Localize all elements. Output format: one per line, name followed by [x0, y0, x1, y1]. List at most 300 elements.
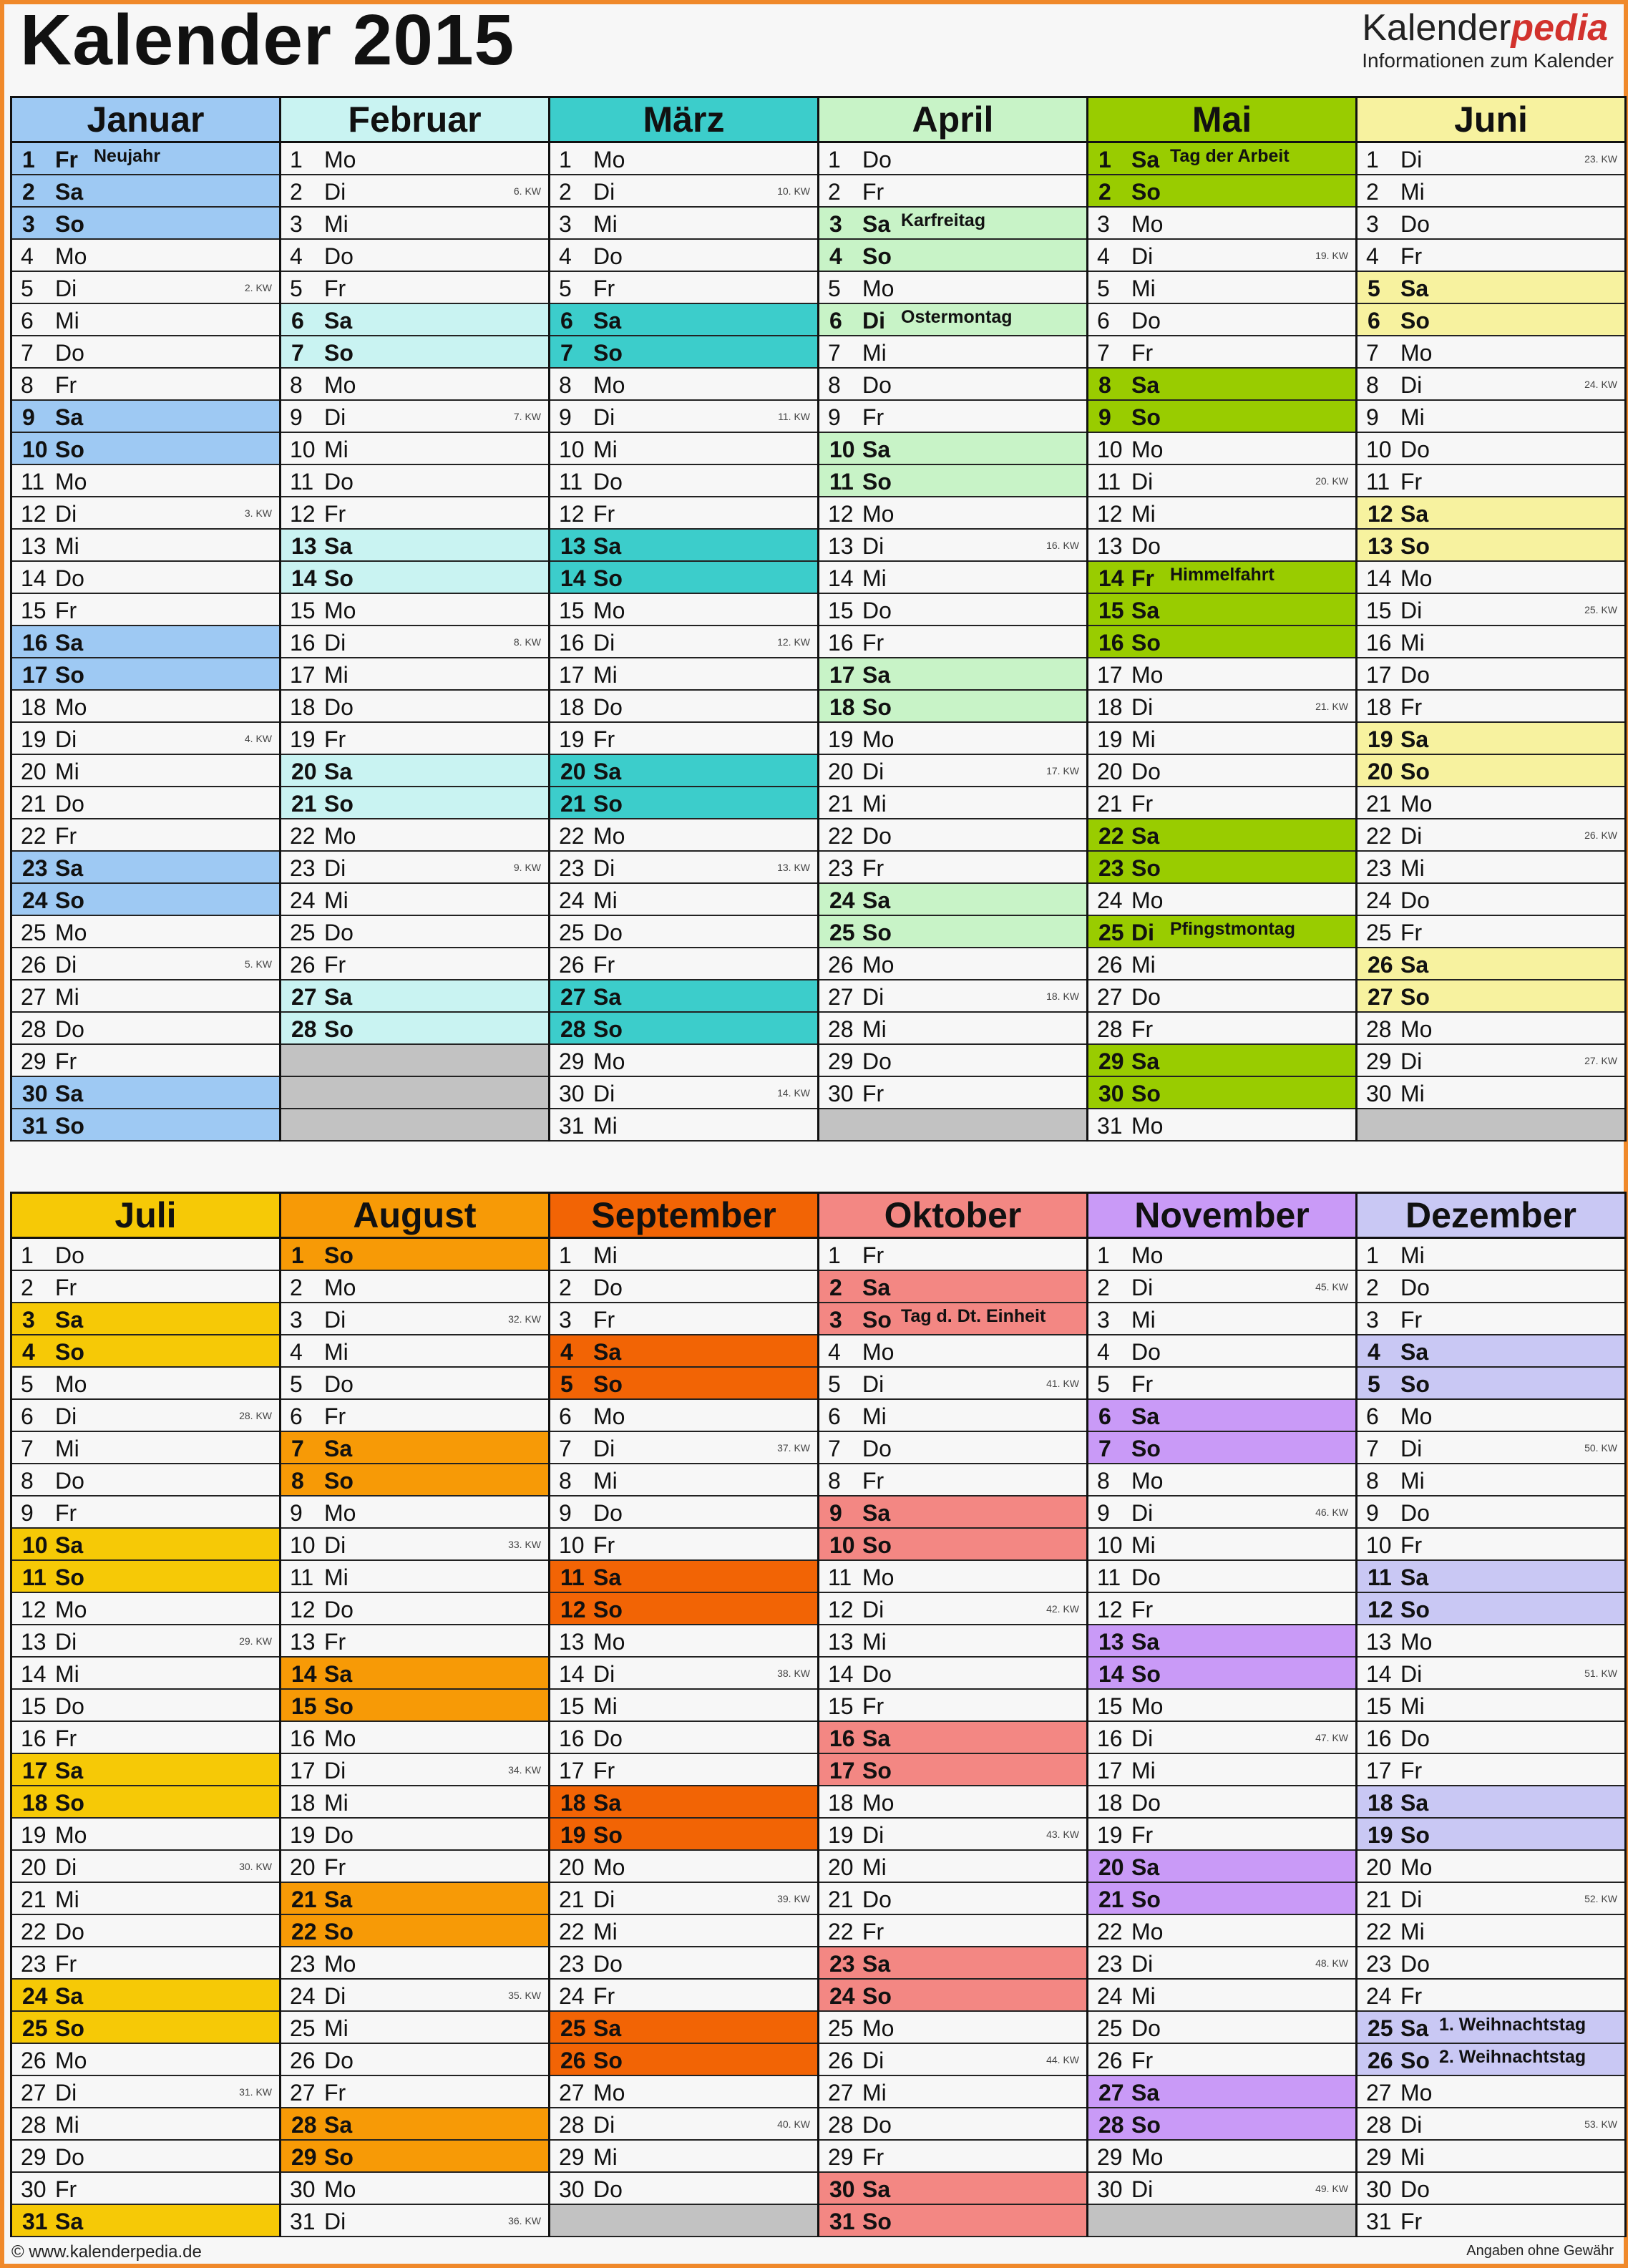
day-number: 11: [1097, 1564, 1121, 1590]
day-number: 21: [828, 791, 854, 817]
day-number: 22: [290, 823, 316, 849]
day-number: 13: [21, 533, 47, 559]
day-number: 12: [1368, 1597, 1393, 1622]
day-number: 23: [828, 855, 854, 881]
day-row: [1088, 1335, 1355, 1368]
day-number: 11: [21, 469, 45, 495]
weekday-label: Fr: [593, 952, 615, 978]
holiday-label: Pfingstmontag: [1170, 919, 1295, 939]
day-row: [550, 1464, 817, 1496]
weekday-label: Fr: [862, 1468, 884, 1494]
weekday-label: Mo: [1400, 565, 1433, 591]
day-number: 29: [21, 1048, 47, 1074]
weekday-label: Fr: [324, 2080, 346, 2106]
day-number: 15: [559, 598, 585, 623]
day-row: [550, 787, 817, 819]
day-number: 22: [291, 1919, 317, 1945]
day-number: 21: [560, 791, 586, 817]
calendar-week-label: 9. KW: [513, 862, 541, 873]
weekday-label: Mo: [1131, 437, 1164, 462]
weekday-label: Mo: [55, 694, 87, 720]
day-number: 12: [1097, 501, 1123, 527]
day-number: 3: [829, 211, 842, 237]
calendar-week-label: 37. KW: [777, 1442, 810, 1454]
day-number: 31: [1366, 2209, 1392, 2234]
day-number: 28: [291, 2112, 317, 2138]
weekday-label: Mi: [593, 887, 618, 913]
day-row: [281, 1400, 548, 1432]
day-row: [1358, 1658, 1624, 1690]
day-row: [819, 916, 1086, 948]
day-number: 8: [1366, 1468, 1379, 1494]
day-row: [550, 626, 817, 658]
weekday-label: Mi: [1400, 1081, 1425, 1106]
day-number: 29: [828, 1048, 854, 1074]
day-row: [281, 2141, 548, 2173]
weekday-label: So: [324, 791, 354, 817]
day-row: [12, 1496, 279, 1529]
day-number: 30: [22, 1081, 48, 1106]
weekday-label: Di: [593, 179, 615, 205]
day-number: 18: [1366, 694, 1392, 720]
weekday-label: Do: [1131, 2015, 1161, 2041]
day-number: 1: [291, 1242, 304, 1268]
day-row: [1358, 1077, 1624, 1109]
day-number: 15: [828, 1693, 854, 1719]
day-row: [12, 2205, 279, 2237]
day-row: [550, 1335, 817, 1368]
weekday-label: Do: [593, 1500, 623, 1526]
day-number: 18: [21, 694, 47, 720]
weekday-label: Sa: [55, 179, 84, 205]
month-column: [1088, 98, 1358, 1142]
weekday-label: Mo: [593, 1048, 625, 1074]
weekday-label: So: [1400, 533, 1430, 559]
weekday-label: Mi: [593, 1468, 618, 1494]
weekday-label: Di: [862, 1371, 884, 1397]
weekday-label: Mi: [1131, 276, 1156, 301]
weekday-label: Sa: [55, 404, 84, 430]
day-row: [1358, 1883, 1624, 1915]
weekday-label: Do: [862, 598, 892, 623]
day-number: 13: [828, 1629, 854, 1655]
day-number: 6: [828, 1403, 841, 1429]
day-number: 13: [1368, 533, 1393, 559]
weekday-label: Mi: [324, 1564, 348, 1590]
weekday-label: Fr: [1131, 565, 1154, 591]
weekday-label: Fr: [1400, 1983, 1423, 2009]
day-row: [550, 916, 817, 948]
weekday-label: Mo: [55, 1371, 87, 1397]
weekday-label: Do: [324, 243, 354, 269]
day-number: 11: [1366, 469, 1390, 495]
day-row: [550, 1529, 817, 1561]
weekday-label: Fr: [55, 1951, 77, 1977]
calendar-week-label: 30. KW: [239, 1861, 272, 1872]
weekday-label: Mo: [55, 1597, 87, 1622]
day-row: [281, 369, 548, 401]
day-row: [819, 2205, 1086, 2237]
day-row: [281, 272, 548, 304]
day-number: 24: [1097, 887, 1123, 913]
day-number: 30: [1098, 1081, 1124, 1106]
day-number: 5: [560, 1371, 573, 1397]
weekday-label: Mo: [324, 1726, 356, 1751]
day-row: [1088, 1658, 1355, 1690]
day-row: [819, 369, 1086, 401]
day-row: [819, 143, 1086, 175]
day-number: 27: [560, 984, 586, 1010]
day-row: [819, 401, 1086, 433]
day-number: 18: [22, 1790, 48, 1816]
day-number: 1: [1097, 1242, 1110, 1268]
day-row: [281, 530, 548, 562]
day-row: [550, 755, 817, 787]
day-row: [1088, 1432, 1355, 1464]
calendar-week-label: 50. KW: [1584, 1442, 1617, 1454]
day-row: [819, 1947, 1086, 1980]
weekday-label: So: [1131, 1081, 1161, 1106]
empty-day-cell: [550, 2205, 817, 2237]
day-row: [550, 497, 817, 530]
day-number: 11: [290, 469, 314, 495]
weekday-label: Mi: [1400, 855, 1425, 881]
weekday-label: Fr: [862, 1693, 884, 1719]
weekday-label: Sa: [862, 211, 891, 237]
weekday-label: Sa: [862, 887, 891, 913]
day-number: 23: [1366, 1951, 1392, 1977]
day-number: 28: [1097, 1016, 1123, 1042]
weekday-label: So: [324, 2144, 354, 2170]
calendar-week-label: 6. KW: [513, 185, 541, 197]
weekday-label: Do: [862, 2112, 892, 2138]
day-number: 18: [1097, 1790, 1123, 1816]
day-number: 4: [290, 1339, 303, 1365]
weekday-label: Mo: [55, 469, 87, 495]
weekday-label: So: [862, 1532, 892, 1558]
day-number: 26: [559, 952, 585, 978]
day-number: 30: [1097, 2176, 1123, 2202]
day-number: 19: [559, 726, 585, 752]
day-row: [12, 1464, 279, 1496]
day-row: [550, 143, 817, 175]
weekday-label: Di: [1400, 823, 1423, 849]
day-number: 6: [560, 308, 573, 334]
weekday-label: So: [324, 340, 354, 366]
weekday-label: Sa: [55, 1758, 84, 1783]
weekday-label: Sa: [55, 855, 84, 881]
weekday-label: Fr: [55, 147, 78, 172]
day-number: 1: [828, 147, 841, 172]
weekday-label: Mo: [1131, 1242, 1164, 1268]
day-number: 19: [1368, 726, 1393, 752]
day-number: 17: [22, 662, 48, 688]
calendar-week-label: 2. KW: [244, 282, 272, 293]
month-column: [819, 98, 1088, 1142]
day-row: [1358, 1529, 1624, 1561]
day-number: 29: [559, 1048, 585, 1074]
weekday-label: Mi: [1131, 1758, 1156, 1783]
day-row: [281, 497, 548, 530]
calendar-week-label: 4. KW: [244, 733, 272, 744]
day-row: [550, 980, 817, 1013]
day-number: 13: [559, 1629, 585, 1655]
day-number: 8: [1098, 372, 1111, 398]
calendar-week-label: 49. KW: [1315, 2183, 1348, 2194]
day-row: [12, 1786, 279, 1819]
day-number: 17: [559, 1758, 585, 1783]
day-number: 6: [291, 308, 304, 334]
weekday-label: Mi: [593, 1693, 618, 1719]
weekday-label: So: [862, 920, 892, 945]
day-number: 21: [559, 1887, 585, 1912]
day-number: 14: [1098, 565, 1124, 591]
weekday-label: Do: [593, 243, 623, 269]
day-row: [1088, 884, 1355, 916]
day-row: [281, 1529, 548, 1561]
day-number: 8: [559, 1468, 572, 1494]
day-row: [819, 272, 1086, 304]
day-number: 20: [828, 759, 854, 784]
calendar-week-label: 11. KW: [778, 411, 810, 422]
day-number: 25: [1368, 2015, 1393, 2041]
weekday-label: Mo: [1400, 1403, 1433, 1429]
weekday-label: Mo: [55, 920, 87, 945]
day-number: 20: [291, 759, 317, 784]
day-row: [1088, 819, 1355, 852]
weekday-label: Do: [324, 2048, 354, 2073]
weekday-label: Mi: [1131, 1307, 1156, 1333]
weekday-label: So: [593, 1016, 623, 1042]
day-row: [281, 594, 548, 626]
day-number: 17: [1097, 662, 1123, 688]
weekday-label: So: [1131, 1436, 1161, 1461]
day-row: [819, 658, 1086, 691]
month-column: [550, 1194, 819, 2237]
day-number: 8: [21, 372, 34, 398]
day-row: [1358, 272, 1624, 304]
day-number: 10: [559, 437, 585, 462]
day-row: [12, 723, 279, 755]
day-number: 27: [21, 984, 47, 1010]
weekday-label: Fr: [324, 952, 346, 978]
day-row: [12, 240, 279, 272]
calendar-week-label: 21. KW: [1315, 701, 1348, 712]
weekday-label: Mi: [55, 1887, 79, 1912]
weekday-label: So: [593, 1822, 623, 1848]
day-row: [12, 369, 279, 401]
day-number: 16: [290, 1726, 316, 1751]
logo-brand: Kalender: [1362, 7, 1511, 49]
weekday-label: Sa: [862, 1951, 891, 1977]
day-number: 21: [291, 791, 317, 817]
weekday-label: Fr: [593, 276, 615, 301]
weekday-label: So: [1131, 630, 1161, 656]
weekday-label: Do: [1131, 759, 1161, 784]
weekday-label: Di: [862, 1822, 884, 1848]
weekday-label: Mi: [324, 2015, 348, 2041]
day-row: [12, 1239, 279, 1271]
day-number: 19: [21, 726, 47, 752]
day-number: 7: [559, 1436, 572, 1461]
day-row: [550, 948, 817, 980]
day-number: 10: [1097, 1532, 1123, 1558]
day-row: [1088, 787, 1355, 819]
day-row: [819, 240, 1086, 272]
weekday-label: Fr: [55, 1726, 77, 1751]
day-row: [819, 2076, 1086, 2108]
day-row: [12, 2044, 279, 2076]
day-row: [1358, 208, 1624, 240]
weekday-label: So: [593, 1371, 623, 1397]
day-row: [819, 1786, 1086, 1819]
weekday-label: Do: [862, 1048, 892, 1074]
day-number: 16: [559, 1726, 585, 1751]
day-row: [1358, 2108, 1624, 2141]
holiday-label: Himmelfahrt: [1170, 565, 1274, 585]
day-row: [550, 1077, 817, 1109]
day-number: 16: [1366, 1726, 1392, 1751]
weekday-label: Mo: [1131, 211, 1164, 237]
day-row: [1088, 948, 1355, 980]
weekday-label: Mo: [324, 1951, 356, 1977]
day-number: 20: [290, 1854, 316, 1880]
day-row: [1088, 1786, 1355, 1819]
day-number: 16: [1366, 630, 1392, 656]
day-number: 21: [1366, 791, 1392, 817]
day-number: 26: [828, 952, 854, 978]
day-row: [12, 594, 279, 626]
day-number: 10: [290, 1532, 316, 1558]
weekday-label: Do: [593, 920, 623, 945]
calendar-week-label: 42. KW: [1046, 1603, 1079, 1615]
day-row: [12, 1947, 279, 1980]
calendar-week-label: 31. KW: [239, 2086, 272, 2098]
day-number: 2: [1098, 179, 1111, 205]
weekday-label: Di: [862, 2048, 884, 2073]
day-row: [1088, 304, 1355, 336]
weekday-label: Sa: [1400, 1790, 1429, 1816]
day-row: [550, 1851, 817, 1883]
day-number: 29: [1366, 1048, 1392, 1074]
day-row: [1358, 530, 1624, 562]
day-row: [281, 1464, 548, 1496]
day-number: 22: [559, 823, 585, 849]
logo-brand-accent: pedia: [1511, 7, 1609, 49]
weekday-label: Sa: [593, 1339, 622, 1365]
weekday-label: Do: [55, 2144, 84, 2170]
weekday-label: Mi: [593, 2144, 618, 2170]
day-row: [1358, 1819, 1624, 1851]
day-row: [281, 1593, 548, 1625]
day-number: 16: [828, 630, 854, 656]
day-row: [281, 1883, 548, 1915]
day-number: 22: [21, 823, 47, 849]
day-row: [1358, 1303, 1624, 1335]
day-row: [1358, 433, 1624, 465]
day-row: [12, 562, 279, 594]
weekday-label: Fr: [55, 1500, 77, 1526]
day-row: [281, 2108, 548, 2141]
weekday-label: Mi: [1400, 1919, 1425, 1945]
day-row: [819, 1722, 1086, 1754]
weekday-label: Di: [55, 1403, 77, 1429]
day-row: [12, 948, 279, 980]
day-number: 2: [290, 1275, 303, 1300]
day-number: 14: [1366, 1661, 1392, 1687]
weekday-label: Di: [593, 855, 615, 881]
month-column: [1358, 1194, 1627, 2237]
day-row: [1088, 1271, 1355, 1303]
weekday-label: Di: [324, 179, 346, 205]
day-number: 10: [1097, 437, 1123, 462]
day-number: 17: [1366, 662, 1392, 688]
day-number: 19: [1097, 1822, 1123, 1848]
weekday-label: So: [1400, 759, 1430, 784]
day-number: 27: [1368, 984, 1393, 1010]
day-number: 10: [22, 1532, 48, 1558]
day-number: 8: [828, 1468, 841, 1494]
day-number: 19: [21, 1822, 47, 1848]
weekday-label: Di: [1131, 1951, 1154, 1977]
day-row: [281, 948, 548, 980]
weekday-label: Do: [862, 1436, 892, 1461]
weekday-label: Mo: [1400, 2080, 1433, 2106]
day-row: [819, 208, 1086, 240]
day-row: [819, 1980, 1086, 2012]
day-number: 27: [21, 2080, 47, 2106]
day-number: 16: [829, 1726, 855, 1751]
weekday-label: Mo: [593, 1403, 625, 1429]
weekday-label: Di: [593, 1661, 615, 1687]
day-row: [1358, 1754, 1624, 1786]
day-row: [1358, 1335, 1624, 1368]
weekday-label: Mi: [862, 1629, 887, 1655]
calendar-week-label: 27. KW: [1584, 1055, 1617, 1066]
day-row: [819, 852, 1086, 884]
weekday-label: Fr: [593, 1307, 615, 1333]
day-row: [12, 1529, 279, 1561]
day-number: 24: [559, 887, 585, 913]
day-row: [281, 2012, 548, 2044]
calendar-week-label: 39. KW: [777, 1893, 810, 1904]
weekday-label: Di: [55, 1629, 77, 1655]
day-number: 1: [1098, 147, 1111, 172]
weekday-label: Fr: [324, 1854, 346, 1880]
weekday-label: Mi: [862, 565, 887, 591]
day-row: [1358, 1239, 1624, 1271]
weekday-label: Mi: [55, 308, 79, 334]
weekday-label: Di: [593, 630, 615, 656]
calendar-week-label: 8. KW: [513, 636, 541, 648]
day-row: [1088, 723, 1355, 755]
day-row: [550, 1239, 817, 1271]
calendar-week-label: 35. KW: [508, 1990, 541, 2001]
day-row: [1088, 272, 1355, 304]
day-number: 1: [290, 147, 303, 172]
weekday-label: Mo: [324, 147, 356, 172]
day-row: [1358, 1045, 1624, 1077]
day-row: [819, 1915, 1086, 1947]
day-number: 10: [1366, 437, 1392, 462]
day-row: [281, 1819, 548, 1851]
weekday-label: Sa: [862, 437, 891, 462]
day-number: 7: [21, 1436, 34, 1461]
day-row: [550, 2044, 817, 2076]
day-number: 13: [21, 1629, 47, 1655]
day-number: 6: [21, 308, 34, 334]
weekday-label: Di: [55, 726, 77, 752]
